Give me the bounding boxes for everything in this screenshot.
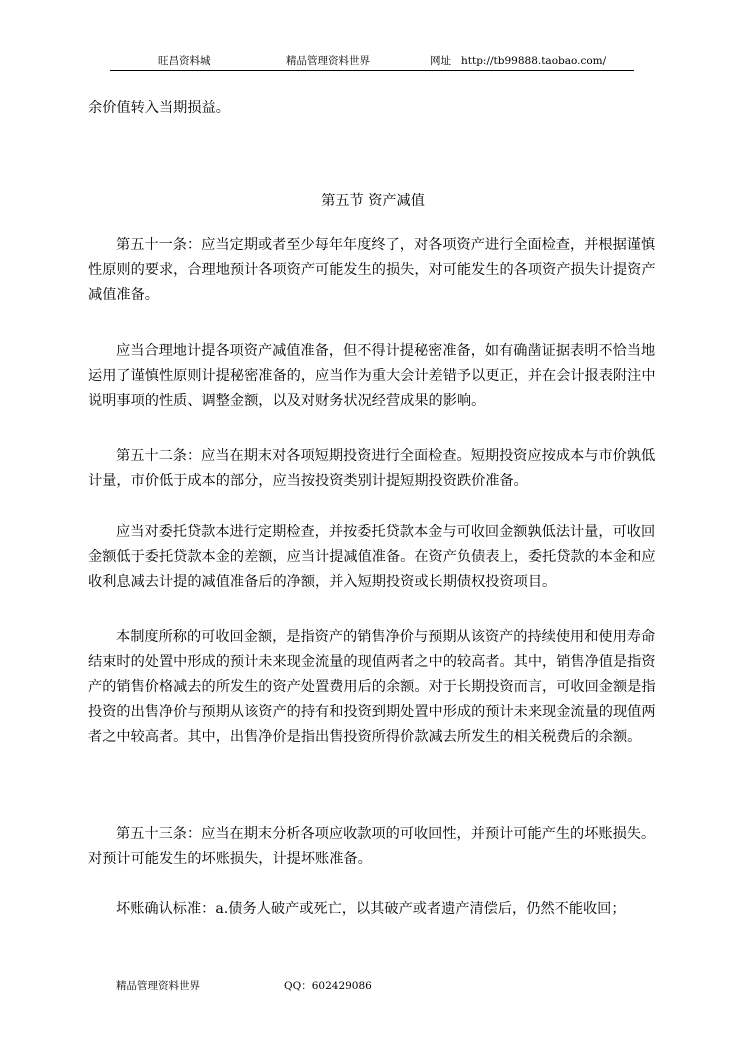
paragraph-article-53: 第五十三条：应当在期末分析各项应收款项的可收回性，并预计可能产生的坏账损失。对预计可能发生的坏账损失，计提坏账准备。 [88,826,656,867]
paragraph-bad-debt-criteria: 坏账确认标准：a.债务人破产或死亡，以其破产或者遗产清偿后，仍然不能收回； [116,901,626,917]
header-url: http://tb99888.taobao.com/ [461,55,607,67]
paragraph-article-51: 第五十一条：应当定期或者至少每年年度终了，对各项资产进行全面检查，并根据谨慎性原则的要求，合理地预计各项资产可能发生的损失，对可能发生的各项资产损失计提资产减值准备。 [88,237,656,303]
paragraph-impairment-reserve: 应当合理地计提各项资产减值准备，但不得计提秘密准备，如有确凿证据表明不恰当地运用了谨慎性原则计提秘密准备的，应当作为重大会计差错予以更正，并在会计报表附注中说明事项的性质、调整金额，以及对财务状况经营成果的影响。 [88,343,656,409]
paragraph-entrusted-loans: 应当对委托贷款本进行定期检查，并按委托贷款本金与可收回金额孰低法计量，可收回金额低于委托贷款本金的差额，应当计提减值准备。在资产负债表上，委托贷款的本金和应收利息减去计提的减值准备后的净额，并入短期投资或长期债权投资项目。 [88,524,656,590]
footer-site-name: 精品管理资料世界 [116,980,200,992]
header-url-group [430,53,606,68]
paragraph-recoverable-amount: 本制度所称的可收回金额，是指资产的销售净价与预期从该资产的持续使用和使用寿命结束时的处置中形成的预计未来现金流量的现值两者之中的较高者。其中，销售净值是指资产的销售价格减去的所发生的资产处置费用后的余额。对于长期投资而言，可收回金额是指投资的出售净价与预期从该资产的持有和投资到期处置中形成的预计未来现金流量的现值两者之中较高者。其中，出售净价是指出售投资所得价款减去所发生的相关税费后的余额。 [88,629,656,745]
footer-qq: QQ：602429086 [284,980,372,992]
header-site-name: 精品管理资料世界 [286,55,370,67]
header-shop-name: 旺昌资料城 [158,55,211,67]
continuation-line: 余价值转入当期损益。 [88,100,230,116]
page-header [110,52,634,71]
paragraph-article-52: 第五十二条：应当在期末对各项短期投资进行全面检查。短期投资应按成本与市价孰低计量，市价低于成本的部分，应当按投资类别计提短期投资跌价准备。 [88,448,656,489]
page-footer [116,978,372,993]
section-title: 第五节 资产减值 [321,193,425,209]
header-url-label: 网址 [430,55,451,67]
